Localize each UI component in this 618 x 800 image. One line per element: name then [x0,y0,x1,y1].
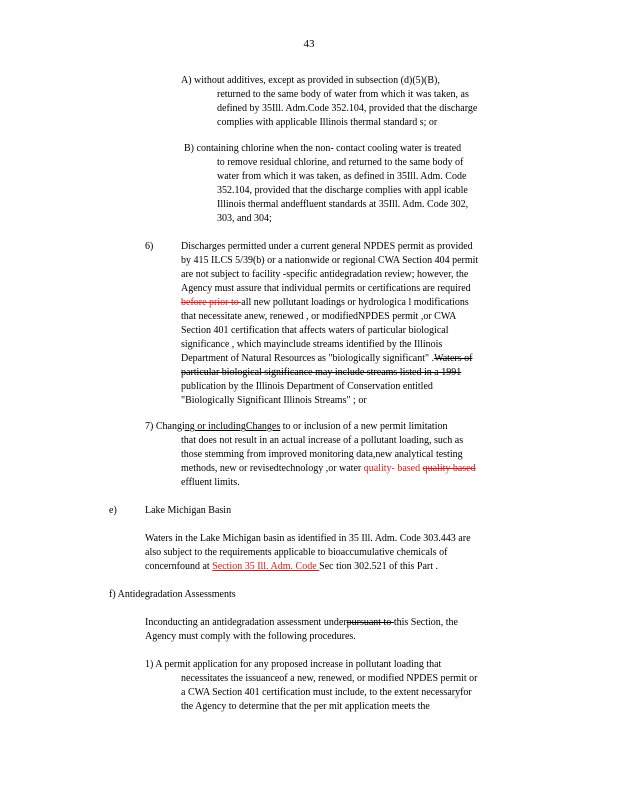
item-7-line-2: that does not result in an actual increase of a pollutant loading, such as [181,435,464,446]
item-7-line-1-a: 7) Changi [145,421,185,432]
page-number: 43 [303,38,315,50]
section-f-intro-tail: this Section, the [393,617,458,628]
section-f-heading: f) Antidegradation Assessments [109,589,236,600]
item-b-line-1: B) containing chlorine when the non- contact cooling water is treated [184,143,462,154]
item-6-line-6: that necessitate anew, renewed , or modifiedNPDES permit ,or CWA [181,311,457,322]
section-f-item-1-line-3: a CWA Section 401 certification must include, to the extent necessaryfor [181,687,472,698]
section-e-letter: e) [109,505,117,516]
item-a-line-4: complies with applicable Illinois thermal standard s; or [217,117,438,128]
item-6-line-9-text: Department of Natural Resources as "biologically significant" . [181,353,435,364]
struck-text-waters-of: Waters of [434,353,473,364]
item-6-number: 6) [145,241,154,252]
item-7-line-1-b: ng or including [184,421,246,432]
item-a-line-1: A) without additives, except as provided in subsection (d)(5)(B), [181,75,440,86]
item-a-line-2: returned to the same body of water from which it was taken, as [217,89,469,100]
section-f-item-1-line-4: the Agency to determine that the per mit application meets the [181,701,430,712]
section-e-line-3 [145,561,438,573]
item-7-line-4-text: methods, new or revisedtechnology ,or water [181,463,364,474]
item-7-line-1-c: Changes [245,421,281,432]
section-f-item-1-line-2: necessitates the issuanceof a new, renewed, or modified NPDES permit or [181,673,478,684]
item-6-line-2: by 415 ILCS 5/39(b) or a nationwide or regional CWA Section 404 permit [181,255,479,266]
item-b-line-5: Illinois thermal andeffluent standards at 35Ill. Adm. Code 302, [217,199,469,210]
section-f-intro-text: Inconducting an antidegradation assessment under [145,617,347,628]
section-f-item-1-line-1: 1) A permit application for any proposed increase in pollutant loading that [145,659,442,670]
item-6-line-4: Agency must assure that individual permits or certifications are required [181,283,471,294]
item-6-line-10-struck: particular biological significance may include streams listed in a 1991 [181,367,462,378]
item-7-line-1-d: to or inclusion of a new permit limitation [280,421,448,432]
item-6-line-8: significance , which mayinclude streams identified by the Illinois [181,339,443,350]
section-e-line-3-tail: Sec tion 302.521 of this Part . [319,561,439,572]
item-7-line-5: effluent limits. [181,477,240,488]
item-b-line-3: water from which it was taken, as defined in 35Ill. Adm. Code [217,171,467,182]
item-b-line-4: 352.104, provided that the discharge complies with appl icable [217,185,468,196]
section-f-intro-line-2: Agency must comply with the following procedures. [145,631,356,642]
item-7-line-3: those stemming from improved monitoring data,new analytical testing [181,449,463,460]
item-7-line-4 [181,463,476,475]
inserted-text-quality-based: quality- based [363,463,423,474]
section-e-line-1: Waters in the Lake Michigan basin as identified in 35 Ill. Adm. Code 303.443 are [145,533,471,544]
deleted-text-before-prior-to: before prior to [181,297,242,308]
item-6-line-9 [181,353,472,365]
section-f-intro-line-1 [145,617,458,629]
item-6-line-5-text: all new pollutant loadings or hydrologica l modifications [241,297,469,308]
item-6-line-7: Section 401 certification that affects waters of particular biological [181,325,449,336]
item-6-line-5 [181,297,469,309]
inserted-text-section-reference: Section 35 Ill. Adm. Code [212,561,320,572]
section-e-heading: Lake Michigan Basin [145,505,232,516]
item-6-line-12: "Biologically Significant Illinois Streams" ; or [181,395,367,406]
deleted-text-quality-based: quality based [422,463,476,474]
item-6-line-3: are not subject to facility -specific antidegradation review; however, the [181,269,469,280]
item-6-line-11: publication by the Illinois Department of Conservation entitled [181,381,433,392]
item-a-line-3: defined by 35Ill. Adm.Code 352.104, provided that the discharge [217,103,478,114]
struck-text-pursuant-to: pursuant to [346,617,394,628]
item-7-line-1 [145,421,447,433]
item-b-line-6: 303, and 304; [217,213,272,224]
item-b-line-2: to remove residual chlorine, and returned to the same body of [217,157,464,168]
item-6-line-1: Discharges permitted under a current general NPDES permit as provided [181,241,473,252]
section-e-line-2: also subject to the requirements applicable to bioaccumulative chemicals of [145,547,448,558]
section-e-line-3-text: concernfound at [145,561,213,572]
